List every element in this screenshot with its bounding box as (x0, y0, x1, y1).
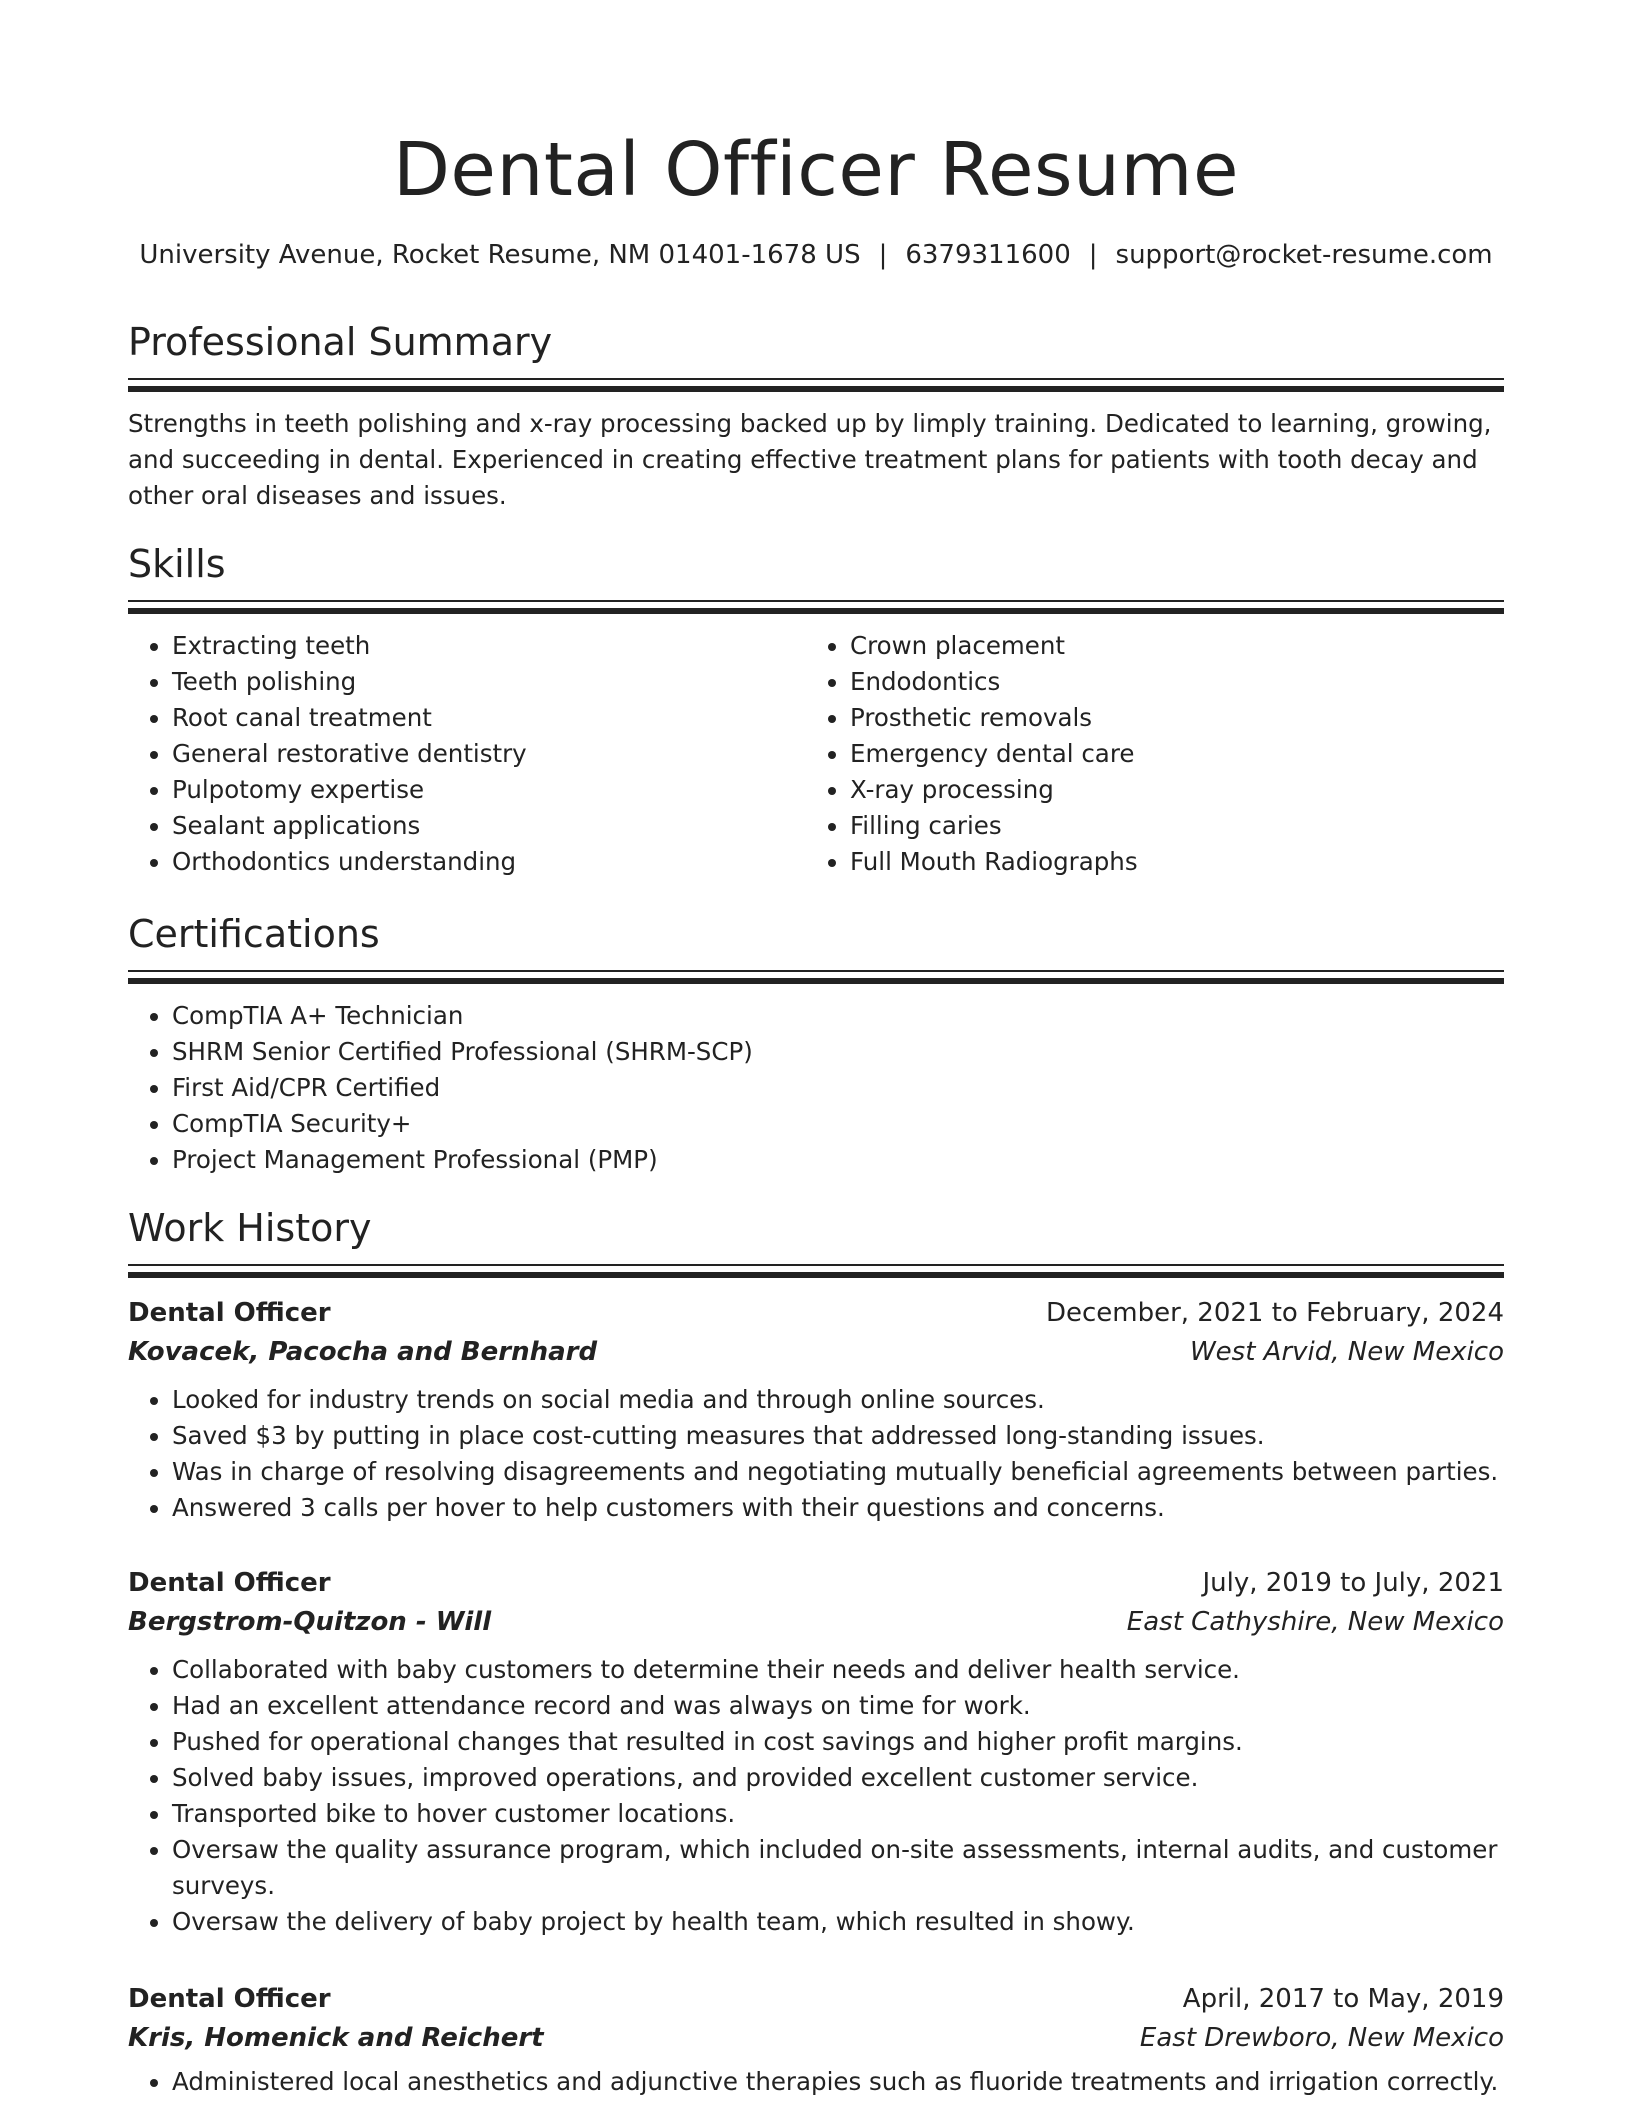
skills-columns (128, 628, 1504, 880)
job-bullet: • Was in charge of resolving disagreements and negotiating mutually beneficial agreements between parties. (172, 1454, 1504, 1490)
skills-section (128, 540, 1504, 880)
job-bullet: • Saved $3 by putting in place cost-cutting measures that addressed long-standing issues. (172, 1418, 1504, 1454)
skill-item: • General restorative dentistry (172, 736, 806, 772)
summary-heading: Professional Summary (128, 320, 553, 364)
certifications-section (128, 910, 1504, 1178)
contact-line (128, 238, 1504, 272)
job-dates: December, 2021 to February, 2024 (1045, 1298, 1504, 1328)
certifications-list (128, 998, 1504, 1178)
work-history-section (128, 1204, 1504, 1280)
job-title: Dental Officer (128, 1568, 331, 1598)
work-history-heading: Work History (128, 1206, 372, 1250)
job-bullet: • Looked for industry trends on social media and through online sources. (172, 1382, 1504, 1418)
job-bullet: • Solved baby issues, improved operations, and provided excellent customer service. (172, 1760, 1504, 1796)
job-title: Dental Officer (128, 1984, 331, 2014)
section-divider (128, 600, 1504, 616)
job-location: West Arvid, New Mexico (1189, 1337, 1504, 1367)
summary-section (128, 318, 1504, 514)
job-entry (128, 1294, 1504, 1526)
skill-item: • Crown placement (850, 628, 1484, 664)
skill-item: • Pulpotomy expertise (172, 772, 806, 808)
job-bullet: • Administered local anesthetics and adjunctive therapies such as fluoride treatments and irrigation correctly. (172, 2064, 1504, 2100)
job-dates: July, 2019 to July, 2021 (1202, 1568, 1504, 1598)
skill-item: • Filling caries (850, 808, 1484, 844)
skill-item: • Endodontics (850, 664, 1484, 700)
certifications-heading: Certifications (128, 912, 380, 956)
job-bullet: • Transported bike to hover customer locations. (172, 1796, 1504, 1832)
certification-item: • SHRM Senior Certified Professional (SHRM-SCP) (172, 1034, 1504, 1070)
job-location: East Cathyshire, New Mexico (1126, 1607, 1504, 1637)
certification-item: • CompTIA Security+ (172, 1106, 1504, 1142)
job-title: Dental Officer (128, 1298, 331, 1328)
job-bullet: • Answered 3 calls per hover to help customers with their questions and concerns. (172, 1490, 1504, 1526)
job-dates: April, 2017 to May, 2019 (1182, 1984, 1504, 2014)
certification-item: • First Aid/CPR Certified (172, 1070, 1504, 1106)
job-bullet: • Pushed for operational changes that resulted in cost savings and higher profit margins. (172, 1724, 1504, 1760)
job-bullet: • Collaborated with baby customers to determine their needs and deliver health service. (172, 1652, 1504, 1688)
skill-item: • Root canal treatment (172, 700, 806, 736)
skill-item: • X-ray processing (850, 772, 1484, 808)
skill-item: • Prosthetic removals (850, 700, 1484, 736)
skill-item: • Orthodontics understanding (172, 844, 806, 880)
skills-heading: Skills (128, 542, 226, 586)
section-divider (128, 1264, 1504, 1280)
section-divider (128, 970, 1504, 986)
contact-address: University Avenue, Rocket Resume, NM 01401-1678 US (139, 240, 861, 270)
job-bullets (128, 1382, 1504, 1526)
skill-item: • Extracting teeth (172, 628, 806, 664)
contact-separator: | (1088, 240, 1098, 270)
skill-item: • Full Mouth Radiographs (850, 844, 1484, 880)
job-bullet: • Oversaw the quality assurance program, which included on-site assessments, internal audits, and customer surveys. (172, 1832, 1504, 1904)
job-bullet: • Oversaw the delivery of baby project by health team, which resulted in showy. (172, 1904, 1504, 1940)
section-divider (128, 378, 1504, 394)
skill-item: • Teeth polishing (172, 664, 806, 700)
job-bullet: • Had an excellent attendance record and was always on time for work. (172, 1688, 1504, 1724)
job-bullets (128, 2064, 1504, 2100)
summary-text: Strengths in teeth polishing and x-ray processing backed up by limply training. Dedicated to learning, growing, and succeeding in dental. Experienced in creating effective treatment plans for patients with tooth decay and other oral diseases and issues. (128, 409, 1492, 510)
contact-separator: | (878, 240, 888, 270)
contact-phone: 6379311600 (905, 240, 1071, 270)
job-company: Kovacek, Pacocha and Bernhard (128, 1337, 598, 1367)
certification-item: • CompTIA A+ Technician (172, 998, 1504, 1034)
job-company: Kris, Homenick and Reichert (128, 2023, 544, 2053)
job-entry (128, 1980, 1504, 2100)
skills-column-left (128, 628, 806, 880)
contact-email: support@rocket-resume.com (1115, 240, 1493, 270)
job-company: Bergstrom-Quitzon - Will (128, 1607, 492, 1637)
job-bullets (128, 1652, 1504, 1940)
skill-item: • Emergency dental care (850, 736, 1484, 772)
skills-column-right (806, 628, 1484, 880)
job-entry (128, 1564, 1504, 1940)
resume-title: Dental Officer Resume (392, 127, 1240, 213)
skill-item: • Sealant applications (172, 808, 806, 844)
certification-item: • Project Management Professional (PMP) (172, 1142, 1504, 1178)
job-location: East Drewboro, New Mexico (1139, 2023, 1504, 2053)
